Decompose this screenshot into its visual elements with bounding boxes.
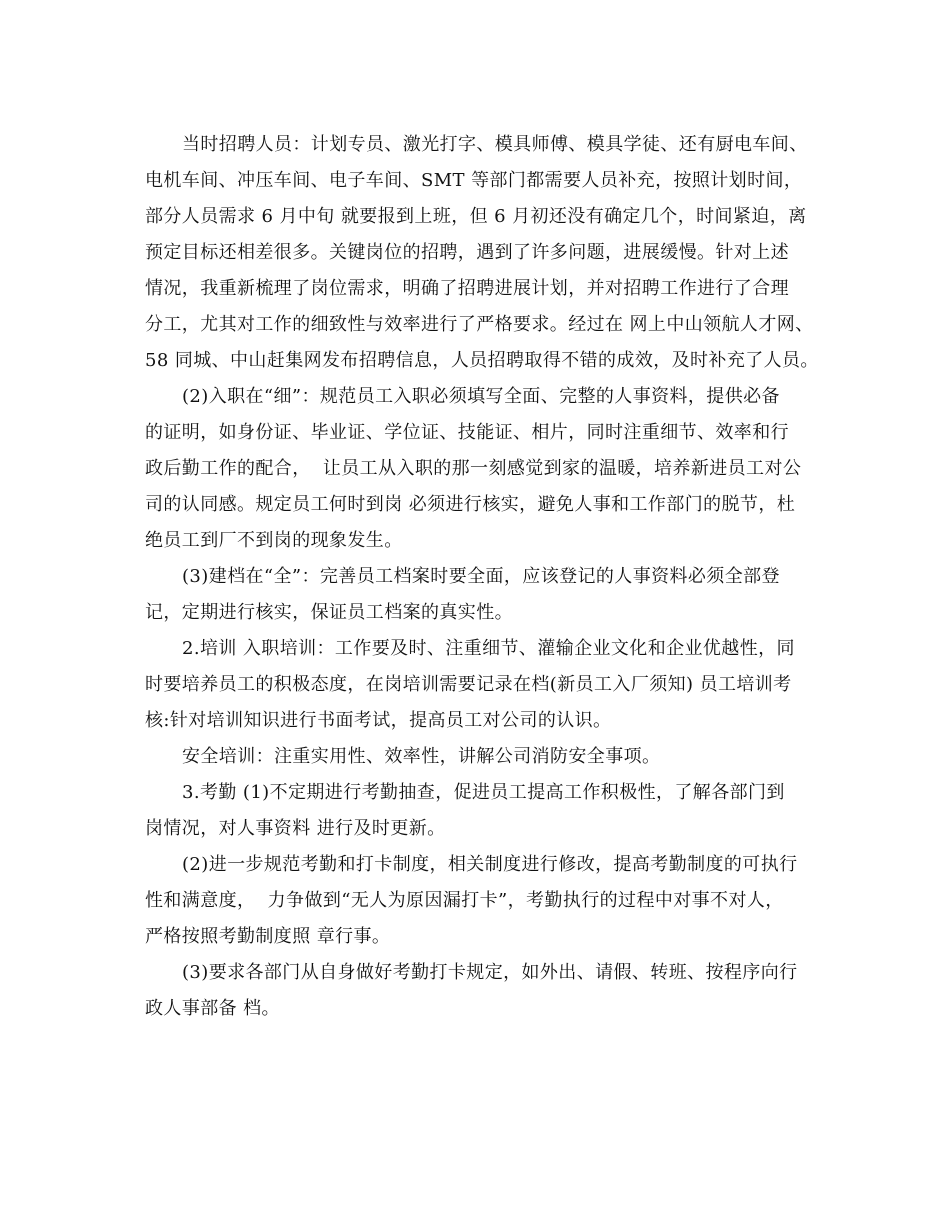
text-line: 情况，我重新梳理了岗位需求，明确了招聘进展计划，并对招聘工作进行了合理 (145, 278, 789, 299)
text-line: 分工，尤其对工作的细致性与效率进行了严格要求。经过在 网上中山领航人才网、 (145, 314, 814, 335)
text-line: 时要培养员工的积极态度，在岗培训需要记录在档(新员工入厂须知) 员工培训考 (145, 674, 792, 695)
text-line: 部分人员需求 6 月中旬 就要报到上班，但 6 月初还没有确定几个，时间紧迫，离 (145, 206, 807, 227)
text-line: (2)入职在“细”：规范员工入职必须填写全面、完整的人事资料，提供必备 (182, 386, 780, 407)
text-line: 核:针对培训知识进行书面考试，提高员工对公司的认识。 (145, 710, 612, 731)
text-line: 记，定期进行核实，保证员工档案的真实性。 (145, 602, 513, 623)
text-line: 司的认同感。规定员工何时到岗 必须进行核实，避免人事和工作部门的脱节，杜 (145, 494, 796, 515)
text-line: 安全培训：注重实用性、效率性，讲解公司消防安全事项。 (182, 746, 661, 767)
text-line: 58 同城、中山赶集网发布招聘信息，人员招聘取得不错的成效，及时补充了人员。 (145, 350, 819, 371)
text-line: 的证明，如身份证、毕业证、学位证、技能证、相片，同时注重细节、效率和行 (145, 422, 789, 443)
text-line: 绝员工到厂不到岗的现象发生。 (145, 530, 403, 551)
text-line: 政后勤工作的配合， 让员工从入职的那一刻感觉到家的温暖，培养新进员工对公 (145, 458, 802, 479)
text-line: 2.培训 入职培训：工作要及时、注重细节、灌输企业文化和企业优越性，同 (182, 638, 795, 659)
text-line: (3)建档在“全”：完善员工档案时要全面，应该登记的人事资料必须全部登 (182, 566, 780, 587)
text-line: (2)进一步规范考勤和打卡制度，相关制度进行修改，提高考勤制度的可执行 (182, 854, 798, 875)
text-line: 性和满意度， 力争做到“无人为原因漏打卡”，考勤执行的过程中对事不对人， (145, 890, 784, 911)
text-line: 3.考勤 (1)不定期进行考勤抽查，促进员工提高工作积极性，了解各部门到 (182, 782, 785, 803)
text-line: 政人事部备 档。 (145, 998, 280, 1019)
text-line: 电机车间、冲压车间、电子车间、SMT 等部门都需要人员补充，按照计划时间， (145, 170, 803, 191)
text-line: 预定目标还相差很多。关键岗位的招聘，遇到了许多问题，进展缓慢。针对上述 (145, 242, 789, 263)
text-line: 严格按照考勤制度照 章行事。 (145, 926, 391, 947)
text-line: 当时招聘人员：计划专员、激光打字、模具师傅、模具学徒、还有厨电车间、 (182, 134, 808, 155)
text-line: (3)要求各部门从自身做好考勤打卡规定，如外出、请假、转班、按程序向行 (182, 962, 798, 983)
text-line: 岗情况，对人事资料 进行及时更新。 (145, 818, 446, 839)
